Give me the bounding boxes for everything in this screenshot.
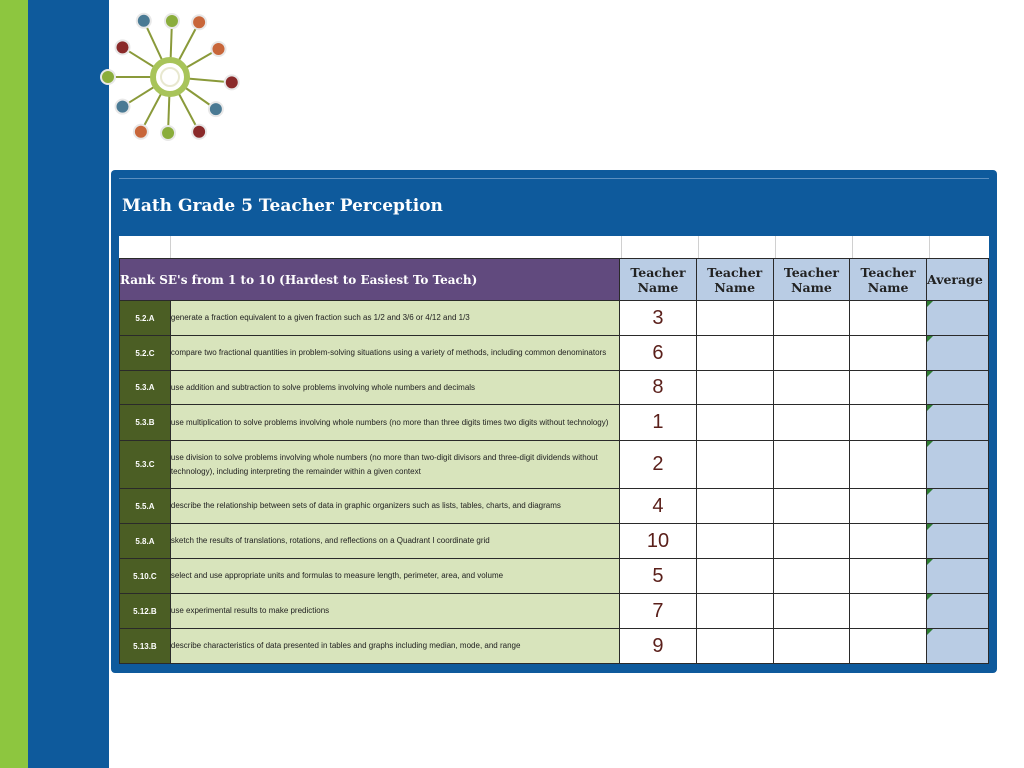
teacher-name-header[interactable]: Teacher Name xyxy=(773,259,850,301)
teacher-cell[interactable] xyxy=(696,489,773,524)
average-cell[interactable] xyxy=(927,336,989,371)
rank-instruction-header: Rank SE's from 1 to 10 (Hardest to Easiest To Teach) xyxy=(120,259,620,301)
average-cell[interactable] xyxy=(927,594,989,629)
teacher-cell[interactable] xyxy=(696,559,773,594)
se-description: sketch the results of translations, rotations, and reflections on a Quadrant I coordinate grid xyxy=(170,524,619,559)
teacher-cell[interactable] xyxy=(773,336,850,371)
average-cell[interactable] xyxy=(927,559,989,594)
teacher-cell[interactable] xyxy=(696,301,773,336)
teacher-cell[interactable] xyxy=(773,629,850,664)
teacher-name-header[interactable]: Teacher Name xyxy=(696,259,773,301)
header-row xyxy=(120,259,989,301)
blank-cell xyxy=(852,236,930,258)
left-green-strip xyxy=(0,0,28,768)
se-code: 5.13.B xyxy=(120,629,171,664)
teacher-cell[interactable] xyxy=(773,559,850,594)
rank-cell[interactable]: 10 xyxy=(620,524,697,559)
formula-indicator-icon xyxy=(927,405,933,411)
se-code: 5.3.B xyxy=(120,405,171,441)
average-header: Average xyxy=(927,259,989,301)
table-row xyxy=(120,371,989,405)
se-code: 5.12.B xyxy=(120,594,171,629)
average-cell[interactable] xyxy=(927,405,989,441)
teacher-cell[interactable] xyxy=(773,594,850,629)
teacher-cell[interactable] xyxy=(850,594,927,629)
teacher-cell[interactable] xyxy=(696,405,773,441)
rank-cell[interactable]: 9 xyxy=(620,629,697,664)
blank-cell xyxy=(698,236,776,258)
table-row xyxy=(120,559,989,594)
se-code: 5.8.A xyxy=(120,524,171,559)
table-row xyxy=(120,336,989,371)
average-cell[interactable] xyxy=(927,524,989,559)
sheet-title-band xyxy=(119,178,989,237)
table-row xyxy=(120,629,989,664)
se-description: select and use appropriate units and formulas to measure length, perimeter, area, and volume xyxy=(170,559,619,594)
flower-burst-icon xyxy=(96,6,256,156)
teacher-cell[interactable] xyxy=(696,441,773,489)
blank-cell xyxy=(775,236,853,258)
teacher-cell[interactable] xyxy=(850,371,927,405)
average-cell[interactable] xyxy=(927,441,989,489)
formula-indicator-icon xyxy=(927,524,933,530)
se-code: 5.2.C xyxy=(120,336,171,371)
teacher-cell[interactable] xyxy=(773,524,850,559)
se-code: 5.2.A xyxy=(120,301,171,336)
blank-cell xyxy=(170,236,622,258)
teacher-cell[interactable] xyxy=(773,405,850,441)
teacher-cell[interactable] xyxy=(696,336,773,371)
perception-table xyxy=(119,258,989,664)
teacher-cell[interactable] xyxy=(850,489,927,524)
table-row xyxy=(120,405,989,441)
rank-cell[interactable]: 7 xyxy=(620,594,697,629)
rank-cell[interactable]: 2 xyxy=(620,441,697,489)
teacher-name-header[interactable]: Teacher Name xyxy=(620,259,697,301)
teacher-cell[interactable] xyxy=(696,594,773,629)
spreadsheet-panel xyxy=(111,170,997,673)
rank-cell[interactable]: 6 xyxy=(620,336,697,371)
se-description: use addition and subtraction to solve problems involving whole numbers and decimals xyxy=(170,371,619,405)
blank-row xyxy=(119,236,989,258)
sheet-title: Math Grade 5 Teacher Perception xyxy=(122,196,443,216)
average-cell[interactable] xyxy=(927,629,989,664)
teacher-cell[interactable] xyxy=(696,629,773,664)
teacher-cell[interactable] xyxy=(696,371,773,405)
formula-indicator-icon xyxy=(927,489,933,495)
table-row xyxy=(120,524,989,559)
se-code: 5.5.A xyxy=(120,489,171,524)
table-row xyxy=(120,301,989,336)
average-cell[interactable] xyxy=(927,489,989,524)
se-description: describe the relationship between sets of data in graphic organizers such as lists, tables, charts, and diagrams xyxy=(170,489,619,524)
formula-indicator-icon xyxy=(927,336,933,342)
teacher-cell[interactable] xyxy=(850,405,927,441)
formula-indicator-icon xyxy=(927,559,933,565)
formula-indicator-icon xyxy=(927,301,933,307)
formula-indicator-icon xyxy=(927,594,933,600)
se-description: use experimental results to make predictions xyxy=(170,594,619,629)
se-description: compare two fractional quantities in problem-solving situations using a variety of methods, including common denominators xyxy=(170,336,619,371)
rank-cell[interactable]: 1 xyxy=(620,405,697,441)
se-code: 5.3.C xyxy=(120,441,171,489)
se-code: 5.3.A xyxy=(120,371,171,405)
rank-cell[interactable]: 3 xyxy=(620,301,697,336)
formula-indicator-icon xyxy=(927,441,933,447)
rank-cell[interactable]: 5 xyxy=(620,559,697,594)
teacher-cell[interactable] xyxy=(696,524,773,559)
formula-indicator-icon xyxy=(927,629,933,635)
table-row xyxy=(120,441,989,489)
teacher-cell[interactable] xyxy=(773,371,850,405)
table-row xyxy=(120,594,989,629)
teacher-cell[interactable] xyxy=(773,489,850,524)
average-cell[interactable] xyxy=(927,301,989,336)
se-description: generate a fraction equivalent to a given fraction such as 1/2 and 3/6 or 4/12 and 1/3 xyxy=(170,301,619,336)
se-description: use division to solve problems involving whole numbers (no more than two-digit divisors and three-digit dividends without technology), including interpreting the remainder within a given context xyxy=(170,441,619,489)
teacher-cell[interactable] xyxy=(773,441,850,489)
blank-cell xyxy=(929,236,989,258)
se-description: describe characteristics of data presented in tables and graphs including median, mode, and range xyxy=(170,629,619,664)
teacher-cell[interactable] xyxy=(850,559,927,594)
spreadsheet xyxy=(119,178,989,667)
rank-cell[interactable]: 4 xyxy=(620,489,697,524)
se-description: use multiplication to solve problems involving whole numbers (no more than three digits times two digits without technology) xyxy=(170,405,619,441)
se-code: 5.10.C xyxy=(120,559,171,594)
table-row xyxy=(120,489,989,524)
teacher-cell[interactable] xyxy=(850,441,927,489)
teacher-cell[interactable] xyxy=(850,301,927,336)
teacher-cell[interactable] xyxy=(773,301,850,336)
teacher-cell[interactable] xyxy=(850,629,927,664)
average-cell[interactable] xyxy=(927,371,989,405)
teacher-cell[interactable] xyxy=(850,336,927,371)
rank-cell[interactable]: 8 xyxy=(620,371,697,405)
blank-cell xyxy=(621,236,699,258)
formula-indicator-icon xyxy=(927,371,933,377)
teacher-name-header[interactable]: Teacher Name xyxy=(850,259,927,301)
teacher-cell[interactable] xyxy=(850,524,927,559)
